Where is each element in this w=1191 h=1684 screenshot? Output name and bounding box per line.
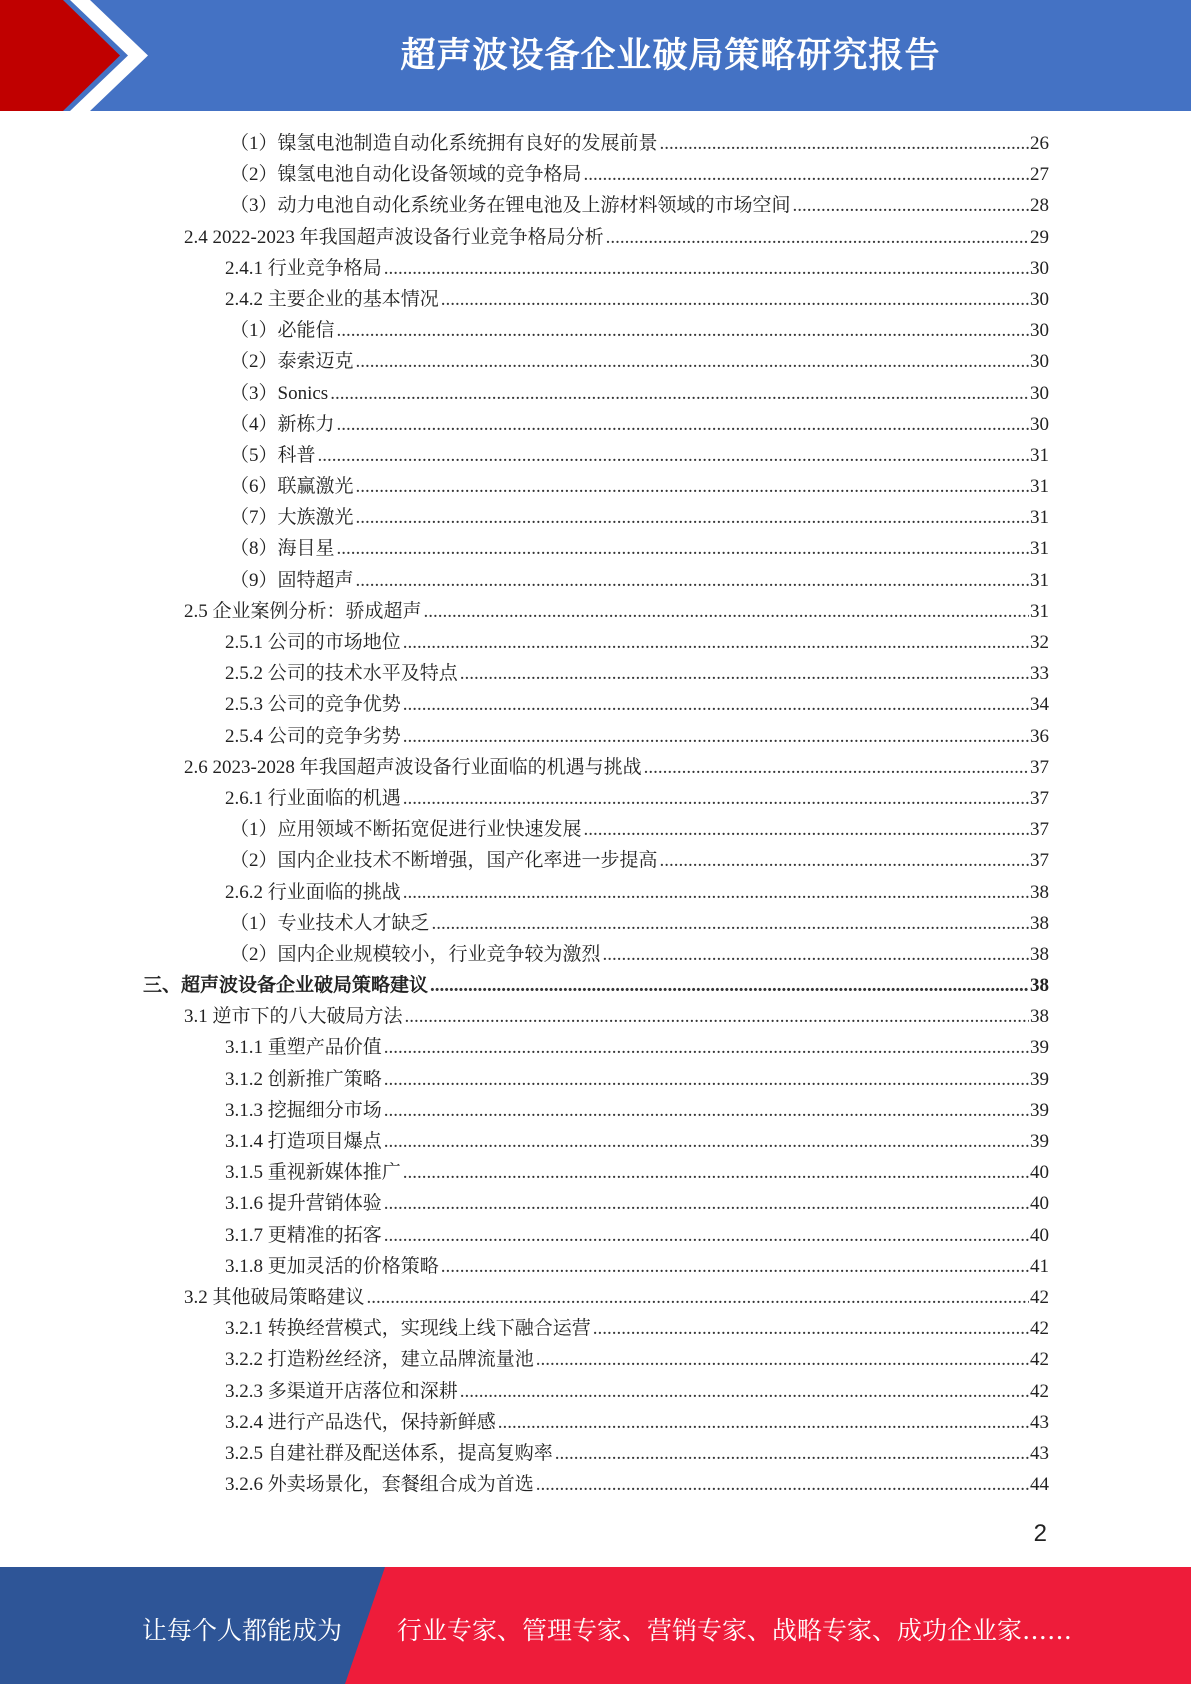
toc-entry-page: 30: [1030, 351, 1049, 373]
report-title: 超声波设备企业破局策略研究报告: [400, 36, 941, 76]
toc-leader-dots: [460, 658, 1029, 689]
toc-entry-page: 37: [1030, 756, 1049, 778]
toc-entry-page: 37: [1030, 850, 1049, 872]
toc-leader-dots: [318, 440, 1029, 471]
toc-entry-page: 28: [1030, 195, 1049, 217]
toc-entry[interactable]: [0, 1220, 1049, 1251]
toc-entry[interactable]: [0, 783, 1049, 814]
toc-entry-page: 34: [1030, 694, 1049, 716]
toc-entry-page: 26: [1030, 133, 1049, 154]
toc-entry-page: 43: [1030, 1442, 1049, 1464]
toc-leader-dots: [356, 565, 1029, 596]
toc-entry-page: 42: [1030, 1349, 1049, 1371]
toc-entry-title: （3）Sonics: [230, 382, 329, 404]
toc-leader-dots: [793, 190, 1029, 221]
toc-entry-page: 27: [1030, 164, 1049, 186]
toc-leader-dots: [403, 689, 1029, 720]
toc-leader-dots: [441, 284, 1029, 315]
toc-entry-page: 40: [1030, 1224, 1049, 1246]
toc-entry-page: 38: [1030, 975, 1049, 997]
toc-entry-title: （4）新栋力: [230, 413, 335, 435]
toc-entry[interactable]: [0, 1251, 1049, 1282]
toc-entry-page: 38: [1030, 1006, 1049, 1028]
toc-entry[interactable]: [0, 1126, 1049, 1157]
toc-entry-page: 31: [1030, 538, 1049, 560]
toc-leader-dots: [367, 1282, 1029, 1313]
toc-entry[interactable]: [0, 1344, 1049, 1375]
toc-leader-dots: [536, 1469, 1029, 1500]
toc-entry-page: 40: [1030, 1162, 1049, 1184]
toc-leader-dots: [424, 596, 1029, 627]
toc-entry-title: 3.1.1 重塑产品价值: [225, 1037, 382, 1059]
toc-leader-dots: [432, 908, 1029, 939]
toc-entry-title: 3.2 其他破局策略建议: [184, 1286, 365, 1308]
toc-entry[interactable]: [0, 1469, 1049, 1500]
toc-entry-title: 2.5.1 公司的市场地位: [225, 632, 401, 653]
toc-entry-title: 3.1.6 提升营销体验: [225, 1193, 382, 1215]
page-footer: [0, 1567, 1191, 1684]
toc-entry[interactable]: [0, 1064, 1049, 1095]
toc-entry-title: （5）科普: [230, 444, 316, 466]
toc-leader-dots: [384, 1032, 1029, 1063]
toc-entry-page: 30: [1030, 320, 1049, 342]
toc-leader-dots: [337, 533, 1029, 564]
toc-entry[interactable]: [0, 845, 1049, 876]
toc-leader-dots: [660, 845, 1029, 876]
toc-entry[interactable]: [0, 190, 1049, 221]
toc-entry-title: （1）镍氢电池制造自动化系统拥有良好的发展前景: [230, 133, 658, 154]
toc-leader-dots: [403, 783, 1029, 814]
toc-entry-title: 3.2.3 多渠道开店落位和深耕: [225, 1380, 458, 1402]
toc-leader-dots: [384, 1188, 1029, 1219]
toc-entry-page: 38: [1030, 943, 1049, 965]
toc-entry-title: 2.6 2023-2028 年我国超声波设备行业面临的机遇与挑战: [184, 756, 642, 778]
toc-entry-title: （1）必能信: [230, 320, 335, 342]
toc-entry-title: （3）动力电池自动化系统业务在锂电池及上游材料领域的市场空间: [230, 195, 791, 217]
toc-entry-title: 3.2.6 外卖场景化，套餐组合成为首选: [225, 1474, 534, 1496]
toc-entry-page: 31: [1030, 507, 1049, 529]
toc-entry[interactable]: [0, 1032, 1049, 1063]
toc-leader-dots: [384, 1064, 1029, 1095]
toc-entry[interactable]: [0, 502, 1049, 533]
toc-leader-dots: [584, 159, 1029, 190]
toc-entry-page: 30: [1030, 288, 1049, 310]
toc-entry[interactable]: [0, 721, 1049, 752]
toc-entry-page: 37: [1030, 787, 1049, 809]
toc-entry-title: （2）国内企业技术不断增强，国产化率进一步提高: [230, 850, 658, 872]
toc-entry-title: 3.2.4 进行产品迭代，保持新鲜感: [225, 1411, 496, 1433]
toc-leader-dots: [593, 1313, 1029, 1344]
toc-entry[interactable]: [0, 471, 1049, 502]
toc-entry-title: 3.1.7 更精准的拓客: [225, 1224, 382, 1246]
toc-entry[interactable]: [0, 752, 1049, 783]
toc-leader-dots: [460, 1376, 1029, 1407]
toc-entry[interactable]: [0, 939, 1049, 970]
toc-entry[interactable]: [0, 409, 1049, 440]
toc-entry[interactable]: [0, 1157, 1049, 1188]
toc-entry[interactable]: [0, 970, 1049, 1001]
toc-entry[interactable]: [0, 877, 1049, 908]
toc-leader-dots: [660, 128, 1029, 159]
toc-entry[interactable]: [0, 565, 1049, 596]
toc-entry-page: 39: [1030, 1131, 1049, 1152]
toc-entry-page: 42: [1030, 1286, 1049, 1308]
toc-entry[interactable]: [0, 1313, 1049, 1344]
toc-entry[interactable]: [0, 159, 1049, 190]
toc-entry[interactable]: [0, 315, 1049, 346]
toc-leader-dots: [403, 627, 1029, 658]
toc-entry-title: 3.2.1 转换经营模式，实现线上线下融合运营: [225, 1318, 591, 1340]
toc-entry-title: 3.1.2 创新推广策略: [225, 1068, 382, 1090]
toc-leader-dots: [555, 1438, 1029, 1469]
toc-entry-page: 31: [1030, 600, 1049, 622]
toc-entry-page: 42: [1030, 1318, 1049, 1340]
toc-entry-page: 31: [1030, 476, 1049, 498]
toc-leader-dots: [403, 877, 1029, 908]
toc-entry-title: 2.6.1 行业面临的机遇: [225, 787, 401, 809]
toc-leader-dots: [606, 222, 1029, 253]
toc-entry-title: （2）国内企业规模较小，行业竞争较为激烈: [230, 943, 601, 965]
toc-entry[interactable]: [0, 627, 1049, 658]
toc-entry[interactable]: [0, 284, 1049, 315]
toc-entry-page: 32: [1030, 632, 1049, 653]
toc-entry-title: 3.2.2 打造粉丝经济，建立品牌流量池: [225, 1349, 534, 1371]
toc-entry-title: 2.6.2 行业面临的挑战: [225, 881, 401, 903]
toc-entry-page: 33: [1030, 663, 1049, 685]
toc-entry[interactable]: [0, 1376, 1049, 1407]
toc-leader-dots: [498, 1407, 1029, 1438]
toc-entry-page: 40: [1030, 1193, 1049, 1215]
toc-entry[interactable]: [0, 1095, 1049, 1126]
toc-entry-title: 2.5 企业案例分析：骄成超声: [184, 600, 422, 622]
toc-entry-page: 42: [1030, 1380, 1049, 1402]
toc-entry[interactable]: [0, 346, 1049, 377]
toc-entry-title: 2.4.2 主要企业的基本情况: [225, 288, 439, 310]
toc-entry-page: 38: [1030, 912, 1049, 934]
toc-entry-page: 43: [1030, 1411, 1049, 1433]
toc-entry-title: 3.1.8 更加灵活的价格策略: [225, 1255, 439, 1277]
toc-entry[interactable]: [0, 1001, 1049, 1032]
toc-leader-dots: [384, 1126, 1029, 1157]
toc-entry-page: 39: [1030, 1068, 1049, 1090]
toc-entry-page: 29: [1030, 226, 1049, 248]
toc-leader-dots: [356, 346, 1029, 377]
toc-entry-title: 3.1.4 打造项目爆点: [225, 1131, 382, 1152]
toc-entry-page: 37: [1030, 819, 1049, 841]
toc-entry[interactable]: [0, 1438, 1049, 1469]
toc-entry-title: （2）泰索迈克: [230, 351, 354, 373]
toc-entry-title: 2.4 2022-2023 年我国超声波设备行业竞争格局分析: [184, 226, 604, 248]
toc-entry-title: （1）专业技术人才缺乏: [230, 912, 430, 934]
toc-entry[interactable]: [0, 222, 1049, 253]
footer-roles: 行业专家、管理专家、营销专家、战略专家、成功企业家……: [397, 1616, 1073, 1645]
toc-entry[interactable]: [0, 596, 1049, 627]
toc-entry[interactable]: [0, 1188, 1049, 1219]
toc-entry[interactable]: [0, 908, 1049, 939]
toc-leader-dots: [430, 970, 1029, 1001]
toc-entry-title: （6）联赢激光: [230, 476, 354, 498]
toc-leader-dots: [384, 253, 1029, 284]
toc-entry-page: 39: [1030, 1037, 1049, 1059]
toc-entry-title: 2.5.3 公司的竞争优势: [225, 694, 401, 716]
table-of-contents: [0, 128, 1191, 1500]
toc-entry-title: （8）海目星: [230, 538, 335, 560]
header-arrow-decoration: [0, 0, 160, 111]
toc-entry[interactable]: [0, 378, 1049, 409]
toc-entry-page: 30: [1030, 413, 1049, 435]
toc-entry-page: 39: [1030, 1099, 1049, 1121]
toc-leader-dots: [356, 502, 1029, 533]
page-number: 2: [1033, 1520, 1047, 1547]
toc-leader-dots: [603, 939, 1029, 970]
toc-entry-page: 44: [1030, 1474, 1049, 1496]
toc-leader-dots: [337, 409, 1029, 440]
toc-entry[interactable]: [0, 689, 1049, 720]
toc-entry[interactable]: [0, 533, 1049, 564]
footer-slogan: 让每个人都能成为: [142, 1616, 343, 1645]
toc-entry-title: 2.5.4 公司的竞争劣势: [225, 725, 401, 747]
toc-entry[interactable]: [0, 440, 1049, 471]
toc-entry[interactable]: [0, 814, 1049, 845]
toc-leader-dots: [441, 1251, 1029, 1282]
toc-leader-dots: [403, 721, 1029, 752]
toc-entry-title: 3.1.5 重视新媒体推广: [225, 1162, 401, 1184]
toc-entry-page: 41: [1030, 1255, 1049, 1277]
toc-entry-title: 3.2.5 自建社群及配送体系，提高复购率: [225, 1442, 553, 1464]
toc-leader-dots: [384, 1220, 1029, 1251]
toc-leader-dots: [330, 378, 1029, 409]
toc-entry[interactable]: [0, 1282, 1049, 1313]
toc-entry-page: 30: [1030, 257, 1049, 279]
page-header: [0, 0, 1191, 111]
toc-leader-dots: [644, 752, 1029, 783]
toc-entry-title: 3.1.3 挖掘细分市场: [225, 1099, 382, 1121]
toc-entry-title: （9）固特超声: [230, 569, 354, 591]
toc-entry-title: 2.4.1 行业竞争格局: [225, 257, 382, 279]
toc-entry-page: 36: [1030, 725, 1049, 747]
toc-entry-title: （1）应用领域不断拓宽促进行业快速发展: [230, 819, 582, 841]
toc-entry[interactable]: [0, 658, 1049, 689]
toc-leader-dots: [403, 1157, 1029, 1188]
toc-leader-dots: [536, 1344, 1029, 1375]
toc-entry-page: 30: [1030, 382, 1049, 404]
toc-leader-dots: [337, 315, 1029, 346]
toc-entry-title: （7）大族激光: [230, 507, 354, 529]
toc-leader-dots: [584, 814, 1029, 845]
toc-leader-dots: [405, 1001, 1029, 1032]
toc-entry-page: 31: [1030, 444, 1049, 466]
toc-leader-dots: [356, 471, 1029, 502]
toc-entry-title: 3.1 逆市下的八大破局方法: [184, 1006, 403, 1028]
toc-entry-title: （2）镍氢电池自动化设备领域的竞争格局: [230, 164, 582, 186]
toc-entry-page: 38: [1030, 881, 1049, 903]
toc-entry-page: 31: [1030, 569, 1049, 591]
toc-entry[interactable]: [0, 1407, 1049, 1438]
toc-leader-dots: [384, 1095, 1029, 1126]
toc-entry-title: 2.5.2 公司的技术水平及特点: [225, 663, 458, 685]
toc-entry-title: 三、超声波设备企业破局策略建议: [143, 975, 429, 997]
toc-entry[interactable]: [0, 253, 1049, 284]
toc-entry[interactable]: [0, 128, 1049, 159]
